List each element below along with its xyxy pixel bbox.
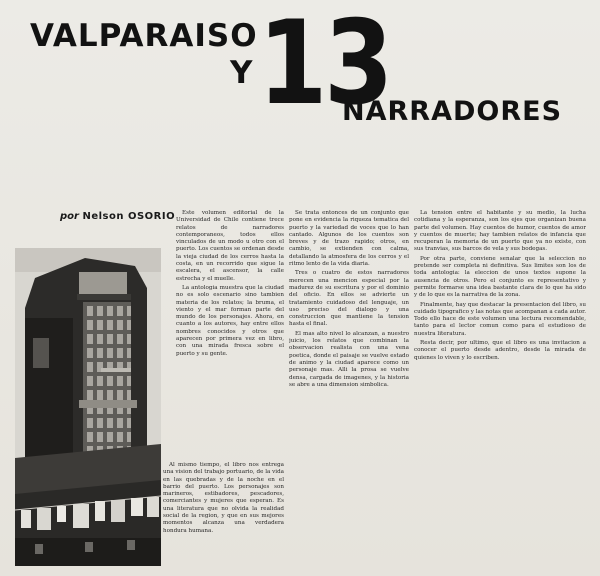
harbor-houses-photo bbox=[15, 248, 161, 566]
paragraph: Este volumen editorial de la Universidad de Chile contiene trece relatos de narradores contemporaneos, todos ellos vinculados de un modo u otro con el puerto. Los cuentos se ordenan desde la vieja ciudad de los cerros hasta la costa, en un recorrido que sigue la escalera, el ascensor, la calle estrecha y el muelle. bbox=[176, 210, 284, 282]
paragraph: Resta decir, por ultimo, que el libro es una invitacion a conocer el puerto desde adentro, desde la mirada de quienes lo viven y lo escriben. bbox=[414, 340, 586, 361]
article-column-1-top bbox=[176, 210, 284, 460]
paragraph: Por otra parte, conviene senalar que la seleccion no pretende ser completa ni definitiva. Sus limites son los de toda antologia: la eleccion de unos textos supone la ausencia de otros. Pero el conjunto es representativo y permite formarse una idea bastante clara de lo que ha sido y de lo que es la narrativa de la zona. bbox=[414, 255, 586, 299]
paragraph: La antologia muestra que la ciudad no es solo escenario sino tambien materia de los relatos; la bruma, el viento y el mar forman parte del mundo de los personajes. Ahora, en cuanto a los autores, hay entre ellos nombres conocidos y otros que aparecen por primera vez en libro, con una mirada fresca sobre el puerto y su gente. bbox=[176, 284, 284, 357]
paragraph: Tres o cuatro de estos narradores merecen una mencion especial por la madurez de su escritura y por el dominio del oficio. En ellos se advierte un tratamiento cuidadoso del lenguaje, un uso preciso del dialogo y una construccion que mantiene la tension hasta el final. bbox=[289, 270, 409, 328]
paragraph: Finalmente, hay que destacar la presentacion del libro, su cuidado tipografico y las notas que acompanan a cada autor. Todo ello hace de este volumen una lectura recomendable, tanto para el lector comun como para el estudioso de nuestra literatura. bbox=[414, 301, 586, 337]
photo-image bbox=[15, 248, 161, 566]
paragraph: El mas alto nivel lo alcanzan, a nuestro juicio, los relatos que combinan la observacion realista con una vena poetica, donde el paisaje se vuelve estado de animo y la ciudad aparece como un personaje mas. Alli la prosa se vuelve densa, cargada de imagenes, y la historia se abre a una dimension simbolica. bbox=[289, 330, 409, 388]
headline-valparaiso: VALPARAISO bbox=[30, 18, 258, 54]
headline bbox=[0, 0, 600, 200]
paragraph: La tension entre el habitante y su medio, la lucha cotidiana y la esperanza, son los ejes que organizan buena parte del volumen. Hay cuentos de humor, cuentos de amor y cuentos de muerte; hay tambien relatos de infancia que recuperan la memoria de un puerto que ya no existe, con sus tranvias, sus barcos de vela y sus bodegas. bbox=[414, 210, 586, 253]
byline-author: Nelson OSORIO bbox=[82, 211, 176, 222]
byline bbox=[60, 211, 175, 222]
headline-narradores: NARRADORES bbox=[342, 96, 563, 127]
paragraph: Al mismo tiempo, el libro nos entrega una vision del trabajo portuario, de la vida en las quebradas y de la noche en el barrio del puerto. Los personajes son marineros, estibadores, pescadores, comerciantes y mujeres que esperan. Es una literatura que no olvida la realidad social de la region, y que en sus mejores momentos alcanza una verdadera hondura humana. bbox=[163, 462, 284, 534]
article-column-1-bottom bbox=[163, 462, 284, 570]
byline-prefix: por bbox=[60, 211, 79, 222]
article-column-3 bbox=[414, 210, 586, 566]
article-column-2 bbox=[289, 210, 409, 568]
paragraph: Se trata entonces de un conjunto que pone en evidencia la riqueza tematica del puerto y la variedad de voces que lo han cantado. Algunos de los cuentos son breves y de trazo rapido; otros, en cambio, se extienden con calma, detallando la atmosfera de los cerros y el ritmo lento de la vida diaria. bbox=[289, 210, 409, 268]
headline-number: 13 bbox=[258, 0, 390, 131]
headline-y: Y bbox=[230, 55, 254, 91]
